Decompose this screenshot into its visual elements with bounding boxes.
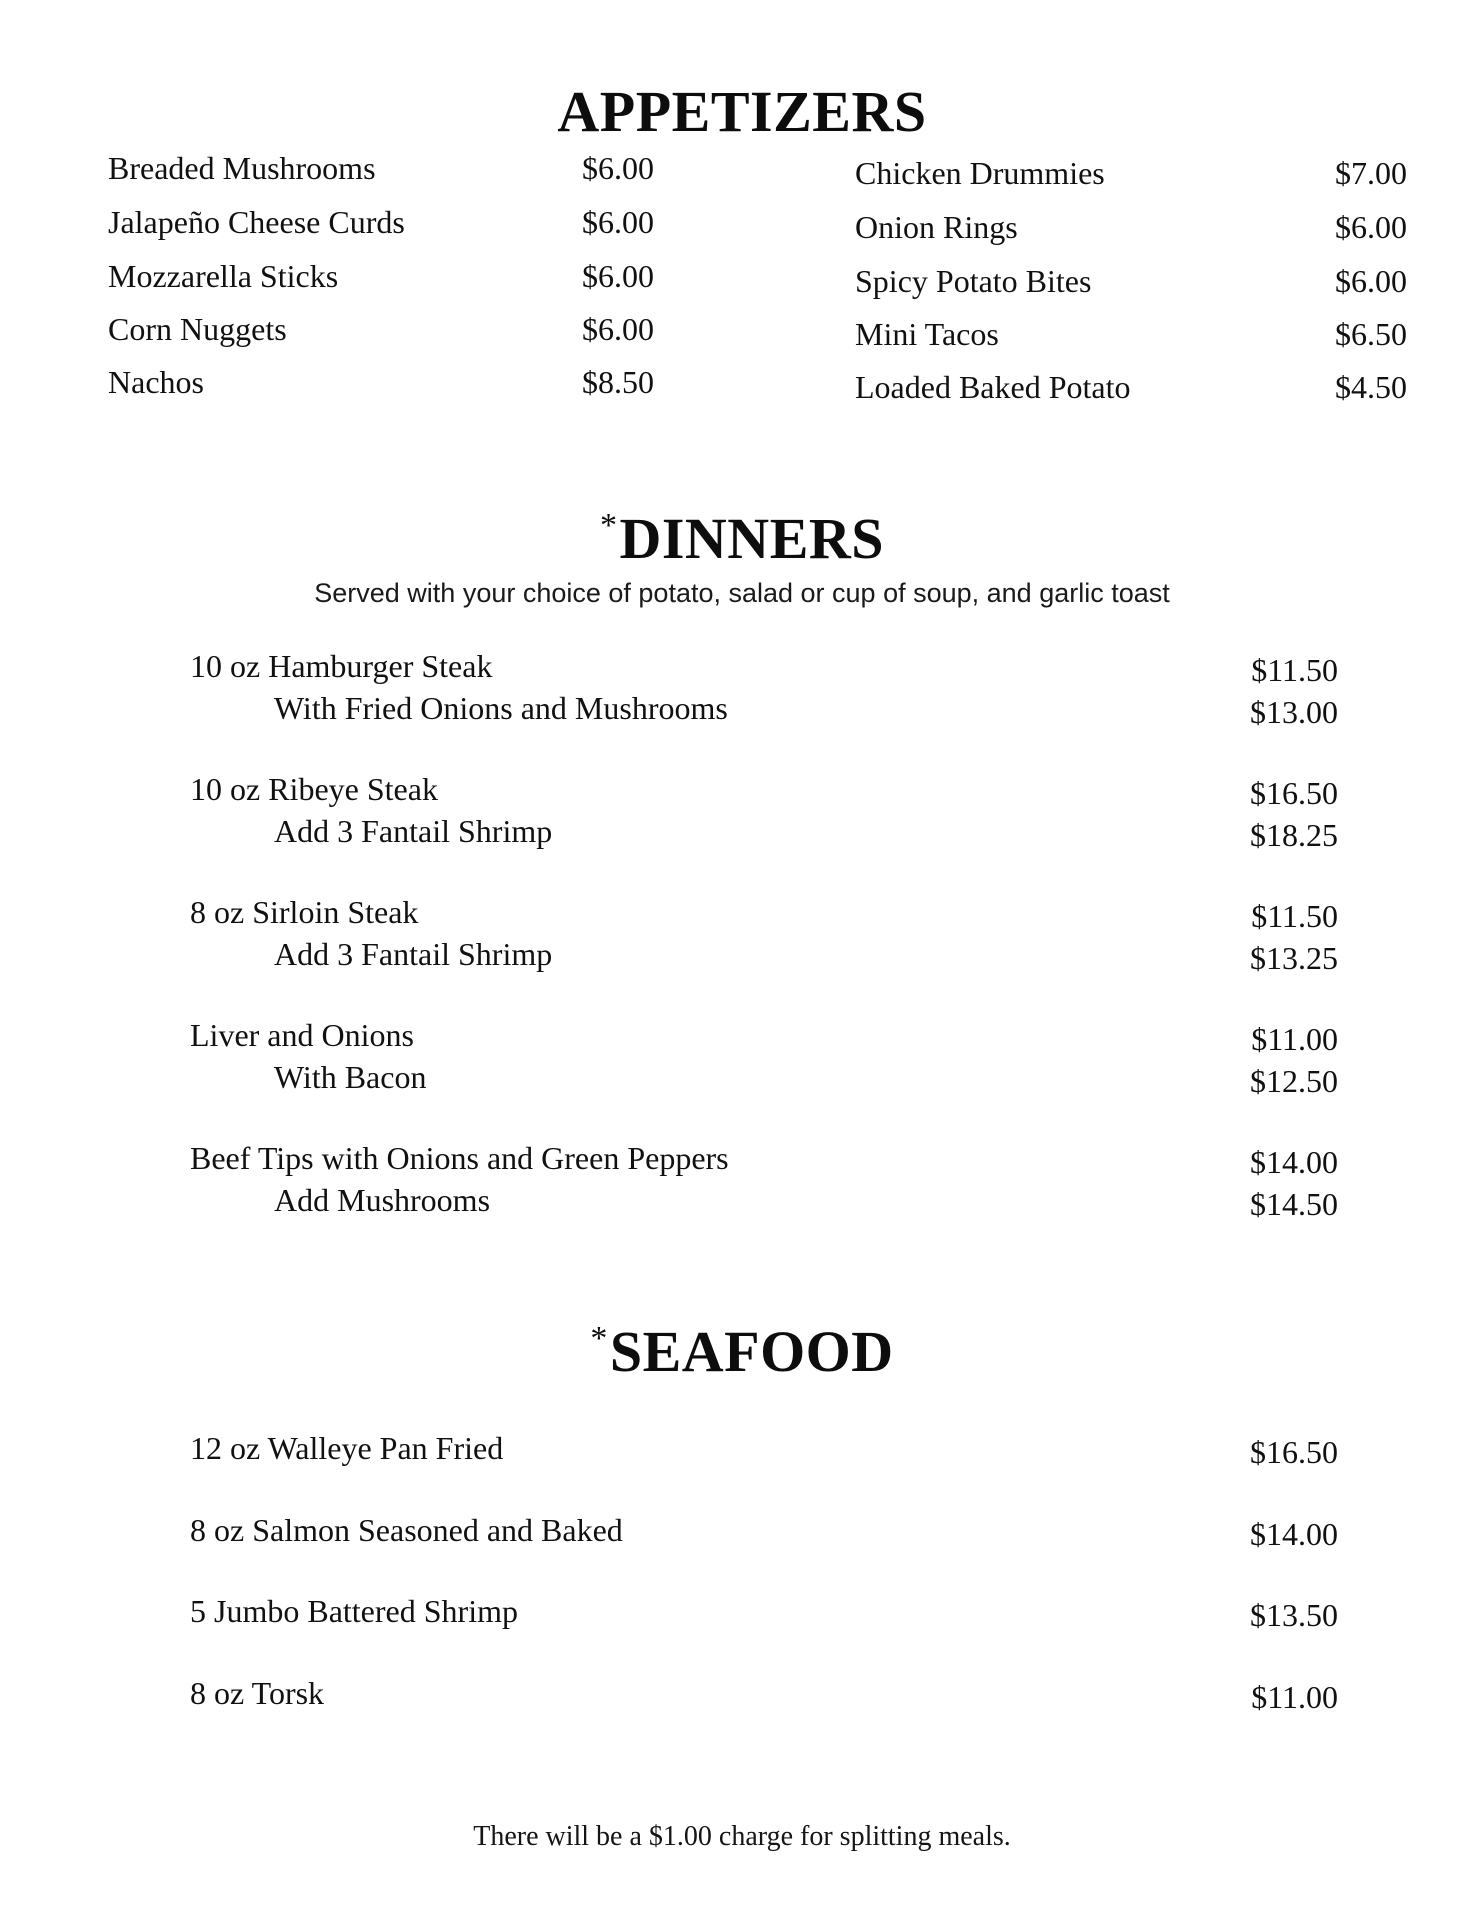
item-price: $6.50 [1335,316,1407,352]
addon-name: Add Mushrooms [274,1182,491,1218]
addon-price: $13.00 [1250,694,1338,730]
item-price: $16.50 [1250,775,1338,811]
seafood-title: SEAFOOD [609,1319,894,1384]
item-name: Chicken Drummies [855,155,1105,191]
item-name: Corn Nuggets [108,311,287,347]
seafood-item [190,1512,1338,1554]
item-price: $14.00 [1250,1516,1338,1552]
seafood-item [190,1593,1338,1635]
item-price: $16.50 [1250,1434,1338,1470]
dinner-item [190,1140,1338,1224]
dinner-item [190,894,1338,978]
item-name: Spicy Potato Bites [855,263,1092,299]
item-price: $7.00 [1335,155,1407,191]
item-price: $11.50 [1251,898,1338,934]
item-price: $6.00 [582,311,654,347]
item-name: 5 Jumbo Battered Shrimp [190,1593,518,1629]
dinner-item [190,1017,1338,1101]
item-name: Liver and Onions [190,1017,414,1053]
item-name: Mini Tacos [855,316,999,352]
item-price: $6.00 [582,258,654,294]
addon-name: With Bacon [274,1059,427,1095]
seafood-item [190,1675,1338,1717]
item-name: 8 oz Sirloin Steak [190,894,419,930]
item-price: $14.00 [1250,1144,1338,1180]
item-name: Onion Rings [855,209,1018,245]
addon-price: $13.25 [1250,940,1338,976]
dinner-item [190,648,1338,732]
item-name: Beef Tips with Onions and Green Peppers [190,1140,729,1176]
appetizers-heading: APPETIZERS [557,79,927,144]
item-price: $8.50 [582,364,654,400]
dinners-heading [0,505,1484,572]
seafood-heading [0,1318,1484,1385]
item-name: Jalapeño Cheese Curds [108,204,405,240]
addon-price: $12.50 [1250,1063,1338,1099]
item-name: 10 oz Ribeye Steak [190,771,438,807]
item-price: $6.00 [1335,209,1407,245]
splitting-charge-note: There will be a $1.00 charge for splitting meals. [473,1821,1011,1852]
item-price: $11.00 [1251,1021,1338,1057]
item-price: $6.00 [1335,263,1407,299]
item-price: $6.00 [582,204,654,240]
seafood-item [190,1430,1338,1472]
item-price: $6.00 [582,150,654,186]
item-name: Breaded Mushrooms [108,150,376,186]
item-name: Mozzarella Sticks [108,258,339,294]
item-name: 8 oz Salmon Seasoned and Baked [190,1512,623,1548]
item-name: 12 oz Walleye Pan Fried [190,1430,504,1466]
addon-price: $14.50 [1250,1186,1338,1222]
dinners-title: DINNERS [619,506,885,571]
item-price: $4.50 [1335,369,1407,405]
dinners-subtitle: Served with your choice of potato, salad or cup of soup, and garlic toast [314,578,1170,608]
addon-name: Add 3 Fantail Shrimp [274,936,553,972]
addon-name: With Fried Onions and Mushrooms [274,690,728,726]
dinner-item [190,771,1338,855]
item-name: Loaded Baked Potato [855,369,1131,405]
item-name: 8 oz Torsk [190,1675,325,1711]
item-name: Nachos [108,364,204,400]
item-name: 10 oz Hamburger Steak [190,648,493,684]
addon-name: Add 3 Fantail Shrimp [274,813,553,849]
asterisk-mark: * [590,1320,608,1357]
item-price: $13.50 [1250,1597,1338,1633]
item-price: $11.00 [1251,1679,1338,1715]
item-price: $11.50 [1251,652,1338,688]
addon-price: $18.25 [1250,817,1338,853]
asterisk-mark: * [599,507,618,544]
